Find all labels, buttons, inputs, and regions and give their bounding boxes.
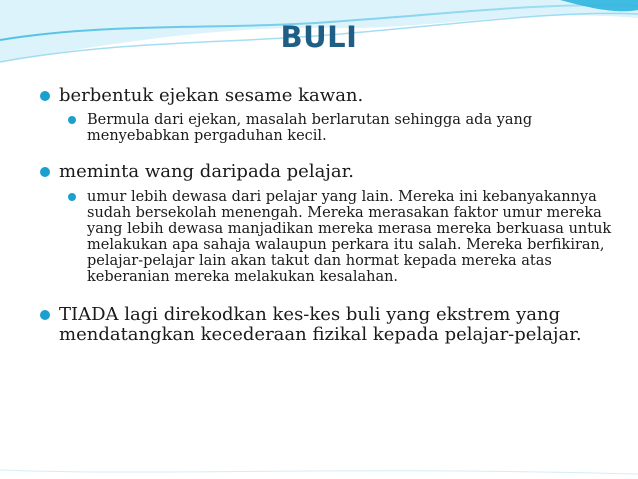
bullet-dot-icon <box>40 310 50 320</box>
slide-content <box>40 86 615 345</box>
sub-bullet-dot-icon <box>68 193 76 201</box>
bottom-wave-line <box>0 470 638 474</box>
slide-title: BULI <box>280 20 358 54</box>
bullet-dot-icon <box>40 167 50 177</box>
bullet-text: TIADA lagi direkodkan kes-kes buli yang ekstrem yang mendatangkan kecederaan fizikal kepada pelajar-pelajar. <box>59 304 582 345</box>
bullet-dot-icon <box>40 91 50 101</box>
bullet-item <box>40 86 615 106</box>
sub-bullet-item <box>68 112 615 144</box>
sub-bullet-text: umur lebih dewasa dari pelajar yang lain. Mereka ini kebanyakannya sudah bersekolah menengah. Mereka merasakan faktor umur mereka yang lebih dewasa manjadikan mereka merasa mereka berkuasa untuk melakukan apa sahaja walaupun perkara itu salah. Mereka berfikiran, pelajar-pelajar lain akan takut dan hormat kepada mereka atas keberanian mereka melakukan kesalahan. <box>87 189 612 285</box>
bullet-text: berbentuk ejekan sesame kawan. <box>59 85 364 106</box>
bullet-item <box>40 162 615 182</box>
bullet-item <box>40 305 615 345</box>
sub-bullet-item <box>68 189 615 285</box>
bullet-text: meminta wang daripada pelajar. <box>59 161 354 182</box>
sub-bullet-text: Bermula dari ejekan, masalah berlarutan sehingga ada yang menyebabkan pergaduhan kecil. <box>87 112 533 144</box>
sub-bullet-dot-icon <box>68 116 76 124</box>
